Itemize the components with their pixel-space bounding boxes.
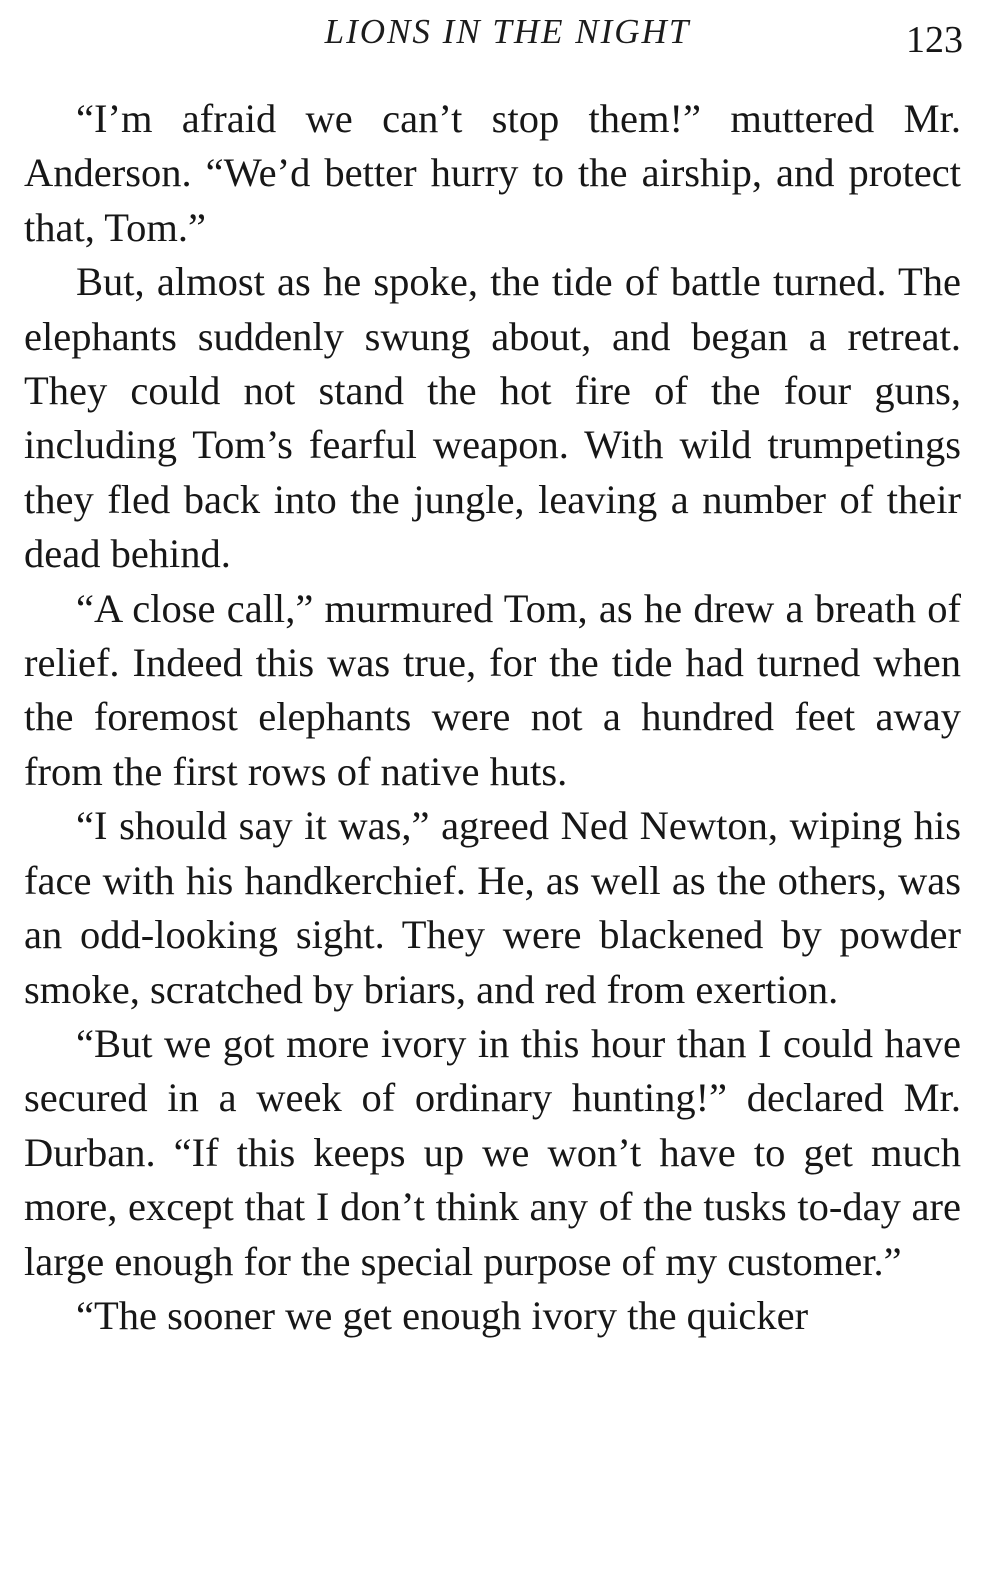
- body-text: [24, 92, 961, 1343]
- paragraph: “A close call,” murmured Tom, as he drew a breath of relief. Indeed this was true, for the tide had turned when the foremost elephants were not a hundred feet away from the first rows of native huts.: [24, 585, 961, 794]
- paragraph: “I should say it was,” agreed Ned Newton, wiping his face with his handkerchief. He, as well as the others, was an odd-looking sight. They were blackened by powder smoke, scratched by briars, and red from exertion.: [24, 803, 961, 1012]
- running-title: LIONS IN THE NIGHT: [324, 12, 691, 51]
- paragraph: “But we got more ivory in this hour than I could have secured in a week of ordinary hunting!” declared Mr. Durban. “If this keeps up we won’t have to get much more, except that I don’t think any of the tusks to-day are large enough for the special purpose of my customer.”: [24, 1020, 961, 1284]
- page-number: 123: [906, 19, 963, 61]
- paragraph: “I’m afraid we can’t stop them!” muttered Mr. Anderson. “We’d better hurry to the airship, and protect that, Tom.”: [24, 96, 961, 250]
- paragraph: But, almost as he spoke, the tide of battle turned. The elephants suddenly swung about, and began a retreat. They could not stand the hot fire of the four guns, including Tom’s fearful weapon. With wild trumpetings they fled back into the jungle, leaving a number of their dead behind.: [24, 259, 961, 577]
- running-header: [22, 12, 963, 62]
- paragraph: “The sooner we get enough ivory the quicker: [76, 1292, 809, 1338]
